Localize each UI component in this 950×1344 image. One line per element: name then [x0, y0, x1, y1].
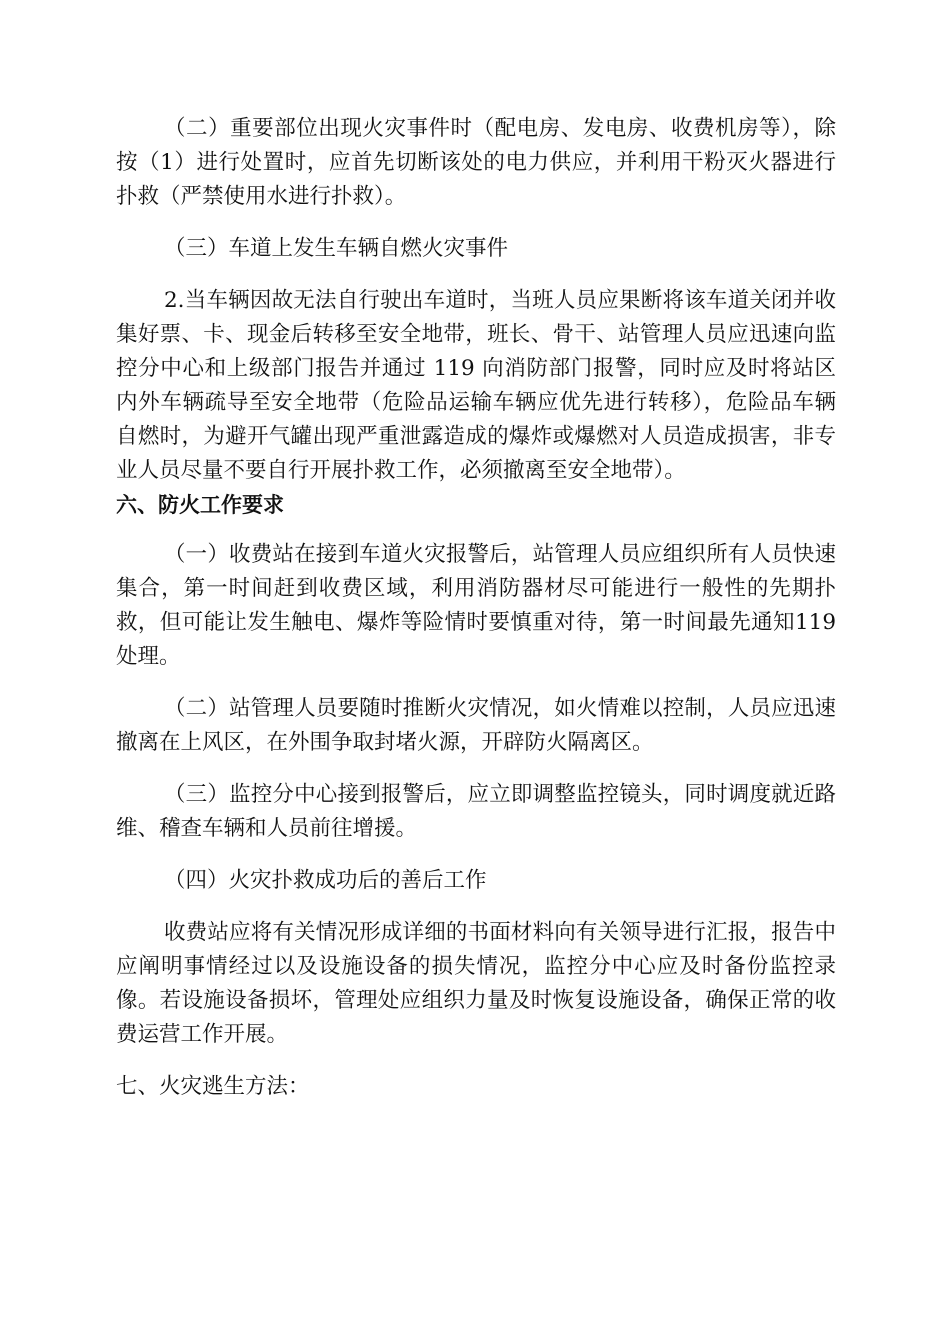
paragraph-requirement-1: （一）收费站在接到车道火灾报警后，站管理人员应组织所有人员快速集合，第一时间赶到收费区域，利用消防器材尽可能进行一般性的先期扑救，但可能让发生触电、爆炸等险情时要慎重对待，第一时间最先通知119 处理。 — [116, 542, 836, 669]
paragraph-requirement-2: （二）站管理人员要随时推断火灾情况，如火情难以控制，人员应迅速撤离在上风区，在外围争取封堵火源，开辟防火隔离区。 — [116, 696, 836, 755]
paragraph-vehicle-fire-procedure: 2.当车辆因故无法自行驶出车道时，当班人员应果断将该车道关闭并收集好票、卡、现金后转移至安全地带，班长、骨干、站管理人员应迅速向监控分中心和上级部门报告并通过 119 向消防部门报警，同时应及时将站区内外车辆疏导至安全地带（危险品运输车辆应优先进行转移），危险品车辆自燃时，为避开气罐出现严重泄露造成的爆炸或爆燃对人员造成损害，非专业人员尽量不要自行开展扑救工作，必须撤离至安全地带）。 — [116, 288, 836, 483]
paragraph-requirement-4: （四）火灾扑救成功后的善后工作 — [164, 868, 487, 893]
section-7-heading: 七、火灾逃生方法： — [116, 1074, 310, 1099]
paragraph-requirement-3: （三）监控分中心接到报警后，应立即调整监控镜头，同时调度就近路维、稽查车辆和人员前往增援。 — [116, 782, 836, 841]
paragraph-aftermath: 收费站应将有关情况形成详细的书面材料向有关领导进行汇报，报告中应阐明事情经过以及设施设备的损失情况，监控分中心应及时备份监控录像。若设施设备损坏，管理处应组织力量及时恢复设施设备，确保正常的收费运营工作开展。 — [116, 920, 836, 1047]
section-6-heading: 六、防火工作要求 — [116, 493, 284, 517]
paragraph-important-areas: （二）重要部位出现火灾事件时（配电房、发电房、收费机房等），除按（1）进行处置时，应首先切断该处的电力供应，并利用干粉灭火器进行扑救（严禁使用水进行扑救）。 — [116, 116, 836, 209]
paragraph-vehicle-fire-heading: （三）车道上发生车辆自燃火灾事件 — [164, 236, 509, 261]
document-body — [116, 112, 836, 1104]
